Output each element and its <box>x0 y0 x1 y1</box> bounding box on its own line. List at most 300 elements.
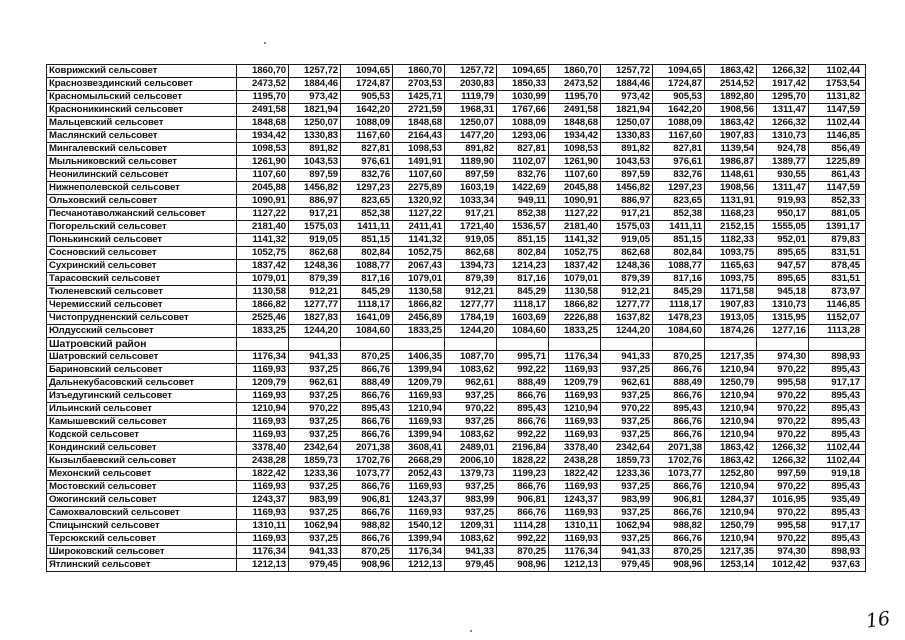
value-cell: 1169,93 <box>549 364 601 377</box>
value-cell: 962,61 <box>601 377 653 390</box>
value-cell: 1169,93 <box>237 481 289 494</box>
value-cell: 1073,77 <box>341 468 393 481</box>
value-cell: 1209,79 <box>237 377 289 390</box>
value-cell: 1148,61 <box>705 169 757 182</box>
value-cell: 1311,47 <box>757 104 809 117</box>
value-cell: 1052,75 <box>549 247 601 260</box>
value-cell: 870,25 <box>653 546 705 559</box>
table-row <box>47 520 866 533</box>
value-cell: 1087,70 <box>445 351 497 364</box>
value-cell: 2514,52 <box>705 78 757 91</box>
value-cell: 866,76 <box>497 481 549 494</box>
value-cell: 1084,60 <box>497 325 549 338</box>
value-cell: 1391,17 <box>809 221 866 234</box>
value-cell: 895,43 <box>341 403 393 416</box>
value-cell: 2491,58 <box>237 104 289 117</box>
table-row <box>47 494 866 507</box>
value-cell: 1822,42 <box>549 468 601 481</box>
value-cell: 1986,87 <box>705 156 757 169</box>
value-cell: 979,45 <box>445 559 497 572</box>
value-cell: 1169,93 <box>393 390 445 403</box>
value-cell: 3378,40 <box>237 442 289 455</box>
value-cell: 891,82 <box>601 143 653 156</box>
table-row <box>47 377 866 390</box>
value-cell: 1141,32 <box>393 234 445 247</box>
value-cell: 888,49 <box>341 377 393 390</box>
value-cell: 1169,93 <box>549 481 601 494</box>
scan-speck <box>470 630 472 632</box>
value-cell: 886,97 <box>289 195 341 208</box>
value-cell: 866,76 <box>653 507 705 520</box>
value-cell <box>809 338 866 351</box>
value-cell: 897,59 <box>601 169 653 182</box>
value-cell: 919,18 <box>809 468 866 481</box>
value-cell: 945,18 <box>757 286 809 299</box>
value-cell: 912,21 <box>445 286 497 299</box>
council-name-cell: Краснозвездинский сельсовет <box>47 78 237 91</box>
value-cell: 988,82 <box>341 520 393 533</box>
value-cell: 898,93 <box>809 546 866 559</box>
value-cell: 861,43 <box>809 169 866 182</box>
value-cell: 1863,42 <box>705 65 757 78</box>
value-cell: 935,49 <box>809 494 866 507</box>
value-cell <box>341 338 393 351</box>
value-cell: 1244,20 <box>289 325 341 338</box>
value-cell: 897,59 <box>289 169 341 182</box>
value-cell: 1243,37 <box>549 494 601 507</box>
value-cell: 881,05 <box>809 208 866 221</box>
table-row <box>47 260 866 273</box>
value-cell: 1083,62 <box>445 364 497 377</box>
value-cell: 937,25 <box>289 533 341 546</box>
value-cell: 852,38 <box>653 208 705 221</box>
value-cell: 1379,73 <box>445 468 497 481</box>
value-cell: 866,76 <box>497 507 549 520</box>
value-cell: 1284,37 <box>705 494 757 507</box>
value-cell: 1848,68 <box>393 117 445 130</box>
value-cell: 817,16 <box>497 273 549 286</box>
value-cell: 1090,91 <box>237 195 289 208</box>
value-cell: 866,76 <box>653 364 705 377</box>
value-cell: 866,76 <box>341 390 393 403</box>
value-cell: 1784,19 <box>445 312 497 325</box>
table-row <box>47 390 866 403</box>
value-cell: 1244,20 <box>445 325 497 338</box>
value-cell: 2703,53 <box>393 78 445 91</box>
section-header-row <box>47 338 866 351</box>
council-name-cell: Тюленевский сельсовет <box>47 286 237 299</box>
value-cell: 1821,94 <box>601 104 653 117</box>
value-cell: 2411,41 <box>393 221 445 234</box>
value-cell: 1189,90 <box>445 156 497 169</box>
district-name-cell: Шатровский район <box>47 338 237 351</box>
value-cell: 862,68 <box>445 247 497 260</box>
value-cell: 2473,52 <box>549 78 601 91</box>
value-cell: 1642,20 <box>341 104 393 117</box>
value-cell: 937,63 <box>809 559 866 572</box>
value-cell: 992,22 <box>497 364 549 377</box>
value-cell: 1147,59 <box>809 182 866 195</box>
value-cell: 2456,89 <box>393 312 445 325</box>
table-row <box>47 169 866 182</box>
value-cell: 1243,37 <box>237 494 289 507</box>
rates-table-body <box>47 65 866 572</box>
value-cell: 1212,13 <box>237 559 289 572</box>
council-name-cell: Мостовский сельсовет <box>47 481 237 494</box>
table-row <box>47 468 866 481</box>
value-cell: 997,59 <box>757 468 809 481</box>
value-cell: 988,82 <box>653 520 705 533</box>
value-cell: 1315,95 <box>757 312 809 325</box>
value-cell: 1084,60 <box>653 325 705 338</box>
value-cell: 1833,25 <box>549 325 601 338</box>
value-cell: 976,61 <box>653 156 705 169</box>
value-cell: 1127,22 <box>393 208 445 221</box>
value-cell: 1118,17 <box>341 299 393 312</box>
value-cell: 970,22 <box>757 364 809 377</box>
value-cell: 1406,35 <box>393 351 445 364</box>
value-cell: 1094,65 <box>341 65 393 78</box>
council-name-cell: Камышевский сельсовет <box>47 416 237 429</box>
value-cell: 2668,29 <box>393 455 445 468</box>
value-cell: 917,21 <box>445 208 497 221</box>
council-name-cell: Кондинский сельсовет <box>47 442 237 455</box>
table-row <box>47 507 866 520</box>
value-cell: 1088,09 <box>497 117 549 130</box>
value-cell: 2052,43 <box>393 468 445 481</box>
value-cell: 1169,93 <box>393 507 445 520</box>
value-cell: 1389,77 <box>757 156 809 169</box>
value-cell: 917,17 <box>809 520 866 533</box>
value-cell: 895,43 <box>809 390 866 403</box>
value-cell: 919,05 <box>601 234 653 247</box>
value-cell: 1642,20 <box>653 104 705 117</box>
value-cell: 1233,36 <box>601 468 653 481</box>
value-cell: 895,43 <box>809 364 866 377</box>
value-cell: 1169,93 <box>393 416 445 429</box>
value-cell: 888,49 <box>497 377 549 390</box>
value-cell: 866,76 <box>341 429 393 442</box>
value-cell: 1169,93 <box>549 390 601 403</box>
value-cell <box>549 338 601 351</box>
value-cell: 1169,93 <box>549 507 601 520</box>
value-cell: 1141,32 <box>237 234 289 247</box>
value-cell: 1863,42 <box>705 455 757 468</box>
council-name-cell: Ожогинский сельсовет <box>47 494 237 507</box>
value-cell: 1753,54 <box>809 78 866 91</box>
table-row <box>47 182 866 195</box>
value-cell: 1277,77 <box>601 299 653 312</box>
value-cell: 827,81 <box>653 143 705 156</box>
value-cell: 1837,42 <box>549 260 601 273</box>
value-cell: 1277,77 <box>289 299 341 312</box>
value-cell: 870,25 <box>497 546 549 559</box>
value-cell: 1833,25 <box>237 325 289 338</box>
value-cell: 1913,05 <box>705 312 757 325</box>
value-cell: 831,51 <box>809 247 866 260</box>
value-cell: 862,68 <box>601 247 653 260</box>
value-cell: 1012,42 <box>757 559 809 572</box>
value-cell: 1094,65 <box>497 65 549 78</box>
council-name-cell: Бариновский сельсовет <box>47 364 237 377</box>
table-row <box>47 286 866 299</box>
value-cell: 1917,42 <box>757 78 809 91</box>
value-cell: 906,81 <box>653 494 705 507</box>
council-name-cell: Мыльниковский сельсовет <box>47 156 237 169</box>
value-cell: 1098,53 <box>393 143 445 156</box>
value-cell: 895,43 <box>497 403 549 416</box>
value-cell: 970,22 <box>757 533 809 546</box>
value-cell: 1169,93 <box>549 416 601 429</box>
value-cell: 851,15 <box>653 234 705 247</box>
value-cell: 1477,20 <box>445 130 497 143</box>
value-cell: 962,61 <box>445 377 497 390</box>
value-cell: 2721,59 <box>393 104 445 117</box>
value-cell: 1152,07 <box>809 312 866 325</box>
table-row <box>47 247 866 260</box>
value-cell: 1130,58 <box>549 286 601 299</box>
value-cell: 1863,42 <box>705 117 757 130</box>
value-cell: 937,25 <box>289 364 341 377</box>
table-row <box>47 156 866 169</box>
table-row <box>47 429 866 442</box>
council-name-cell: Самохваловский сельсовет <box>47 507 237 520</box>
value-cell: 1866,82 <box>237 299 289 312</box>
value-cell: 1165,63 <box>705 260 757 273</box>
value-cell: 917,17 <box>809 377 866 390</box>
value-cell: 2342,64 <box>601 442 653 455</box>
value-cell: 937,25 <box>601 533 653 546</box>
council-name-cell: Ольховский сельсовет <box>47 195 237 208</box>
table-row <box>47 533 866 546</box>
value-cell: 1083,62 <box>445 533 497 546</box>
council-name-cell: Красномыльский сельсовет <box>47 91 237 104</box>
value-cell: 1892,80 <box>705 91 757 104</box>
value-cell: 895,65 <box>757 247 809 260</box>
value-cell: 1062,94 <box>601 520 653 533</box>
value-cell: 1330,83 <box>601 130 653 143</box>
value-cell: 879,39 <box>445 273 497 286</box>
value-cell <box>653 338 705 351</box>
value-cell: 919,93 <box>757 195 809 208</box>
value-cell: 937,25 <box>601 507 653 520</box>
value-cell: 1210,94 <box>237 403 289 416</box>
value-cell: 1225,89 <box>809 156 866 169</box>
value-cell: 1311,47 <box>757 182 809 195</box>
table-row <box>47 312 866 325</box>
value-cell: 1422,69 <box>497 182 549 195</box>
value-cell: 1210,94 <box>705 481 757 494</box>
value-cell: 983,99 <box>601 494 653 507</box>
value-cell: 995,71 <box>497 351 549 364</box>
value-cell: 1084,60 <box>341 325 393 338</box>
value-cell: 1214,23 <box>497 260 549 273</box>
value-cell: 866,76 <box>341 416 393 429</box>
value-cell: 917,21 <box>601 208 653 221</box>
value-cell: 817,16 <box>341 273 393 286</box>
value-cell: 1169,93 <box>237 416 289 429</box>
value-cell: 1968,31 <box>445 104 497 117</box>
value-cell: 2226,88 <box>549 312 601 325</box>
table-row <box>47 117 866 130</box>
council-name-cell: Сосновский сельсовет <box>47 247 237 260</box>
value-cell: 905,53 <box>341 91 393 104</box>
value-cell: 1724,87 <box>341 78 393 91</box>
value-cell: 1243,37 <box>393 494 445 507</box>
value-cell: 1866,82 <box>549 299 601 312</box>
value-cell: 1169,93 <box>549 533 601 546</box>
value-cell: 1146,85 <box>809 130 866 143</box>
value-cell: 1907,83 <box>705 130 757 143</box>
value-cell: 1257,72 <box>601 65 653 78</box>
value-cell: 1848,68 <box>549 117 601 130</box>
table-row <box>47 143 866 156</box>
value-cell: 924,78 <box>757 143 809 156</box>
value-cell: 895,43 <box>809 429 866 442</box>
value-cell: 3378,40 <box>549 442 601 455</box>
value-cell: 1866,82 <box>393 299 445 312</box>
value-cell: 937,25 <box>445 481 497 494</box>
value-cell: 891,82 <box>445 143 497 156</box>
value-cell: 823,65 <box>341 195 393 208</box>
value-cell: 970,22 <box>757 403 809 416</box>
table-row <box>47 65 866 78</box>
value-cell: 1169,93 <box>237 507 289 520</box>
value-cell: 992,22 <box>497 533 549 546</box>
value-cell: 1199,23 <box>497 468 549 481</box>
value-cell: 1399,94 <box>393 533 445 546</box>
value-cell: 852,38 <box>497 208 549 221</box>
value-cell: 1295,70 <box>757 91 809 104</box>
value-cell: 845,29 <box>341 286 393 299</box>
value-cell: 879,39 <box>601 273 653 286</box>
council-name-cell: Ильинский сельсовет <box>47 403 237 416</box>
value-cell: 1098,53 <box>237 143 289 156</box>
council-name-cell: Маслянский сельсовет <box>47 130 237 143</box>
council-name-cell: Шатровский сельсовет <box>47 351 237 364</box>
table-row <box>47 221 866 234</box>
value-cell: 949,11 <box>497 195 549 208</box>
value-cell: 937,25 <box>289 390 341 403</box>
value-cell: 866,76 <box>341 364 393 377</box>
table-row <box>47 234 866 247</box>
value-cell: 906,81 <box>341 494 393 507</box>
value-cell: 1114,28 <box>497 520 549 533</box>
table-row <box>47 130 866 143</box>
council-name-cell: Нижнеполевской сельсовет <box>47 182 237 195</box>
value-cell: 1033,34 <box>445 195 497 208</box>
value-cell: 1079,01 <box>549 273 601 286</box>
table-row <box>47 442 866 455</box>
value-cell: 2342,64 <box>289 442 341 455</box>
value-cell <box>497 338 549 351</box>
council-name-cell: Терсюкский сельсовет <box>47 533 237 546</box>
value-cell: 2181,40 <box>237 221 289 234</box>
value-cell: 1266,32 <box>757 117 809 130</box>
value-cell: 970,22 <box>757 507 809 520</box>
value-cell: 1394,73 <box>445 260 497 273</box>
value-cell: 1176,34 <box>237 546 289 559</box>
value-cell: 1094,65 <box>653 65 705 78</box>
value-cell: 866,76 <box>341 481 393 494</box>
council-name-cell: Мингалевский сельсовет <box>47 143 237 156</box>
value-cell: 895,43 <box>809 481 866 494</box>
value-cell: 1210,94 <box>705 364 757 377</box>
value-cell: 1168,23 <box>705 208 757 221</box>
value-cell: 866,76 <box>497 390 549 403</box>
value-cell: 970,22 <box>757 416 809 429</box>
value-cell: 866,76 <box>653 390 705 403</box>
value-cell: 1860,70 <box>237 65 289 78</box>
value-cell: 970,22 <box>289 403 341 416</box>
value-cell: 937,25 <box>601 416 653 429</box>
value-cell: 891,82 <box>289 143 341 156</box>
value-cell: 937,25 <box>601 390 653 403</box>
value-cell: 1147,59 <box>809 104 866 117</box>
value-cell: 908,96 <box>497 559 549 572</box>
value-cell: 1277,77 <box>445 299 497 312</box>
value-cell <box>705 338 757 351</box>
value-cell: 1090,91 <box>549 195 601 208</box>
value-cell: 832,76 <box>653 169 705 182</box>
value-cell: 895,43 <box>653 403 705 416</box>
value-cell: 979,45 <box>289 559 341 572</box>
value-cell: 1425,71 <box>393 91 445 104</box>
value-cell: 1250,07 <box>289 117 341 130</box>
value-cell: 1176,34 <box>237 351 289 364</box>
value-cell: 1030,99 <box>497 91 549 104</box>
value-cell: 2491,58 <box>549 104 601 117</box>
value-cell: 1821,94 <box>289 104 341 117</box>
value-cell: 1052,75 <box>393 247 445 260</box>
value-cell: 1217,35 <box>705 546 757 559</box>
value-cell: 1248,36 <box>289 260 341 273</box>
table-row <box>47 403 866 416</box>
council-name-cell: Мехонский сельсовет <box>47 468 237 481</box>
value-cell: 866,76 <box>653 533 705 546</box>
value-cell: 2152,15 <box>705 221 757 234</box>
value-cell: 873,97 <box>809 286 866 299</box>
value-cell: 1107,60 <box>393 169 445 182</box>
value-cell: 832,76 <box>497 169 549 182</box>
table-row <box>47 195 866 208</box>
value-cell: 1603,69 <box>497 312 549 325</box>
table-row <box>47 481 866 494</box>
value-cell: 1210,94 <box>705 416 757 429</box>
value-cell: 947,57 <box>757 260 809 273</box>
value-cell: 908,96 <box>653 559 705 572</box>
value-cell: 1217,35 <box>705 351 757 364</box>
value-cell: 866,76 <box>341 533 393 546</box>
value-cell: 1093,75 <box>705 273 757 286</box>
value-cell: 895,43 <box>809 416 866 429</box>
value-cell: 937,25 <box>289 507 341 520</box>
table-row <box>47 559 866 572</box>
table-row <box>47 208 866 221</box>
value-cell: 802,84 <box>341 247 393 260</box>
value-cell: 2045,88 <box>549 182 601 195</box>
value-cell: 1456,82 <box>289 182 341 195</box>
value-cell: 1767,66 <box>497 104 549 117</box>
value-cell: 852,38 <box>341 208 393 221</box>
value-cell: 1456,82 <box>601 182 653 195</box>
value-cell: 1176,34 <box>549 351 601 364</box>
value-cell: 1859,73 <box>601 455 653 468</box>
value-cell: 937,25 <box>289 416 341 429</box>
value-cell: 1113,28 <box>809 325 866 338</box>
value-cell: 851,15 <box>497 234 549 247</box>
value-cell: 974,30 <box>757 351 809 364</box>
